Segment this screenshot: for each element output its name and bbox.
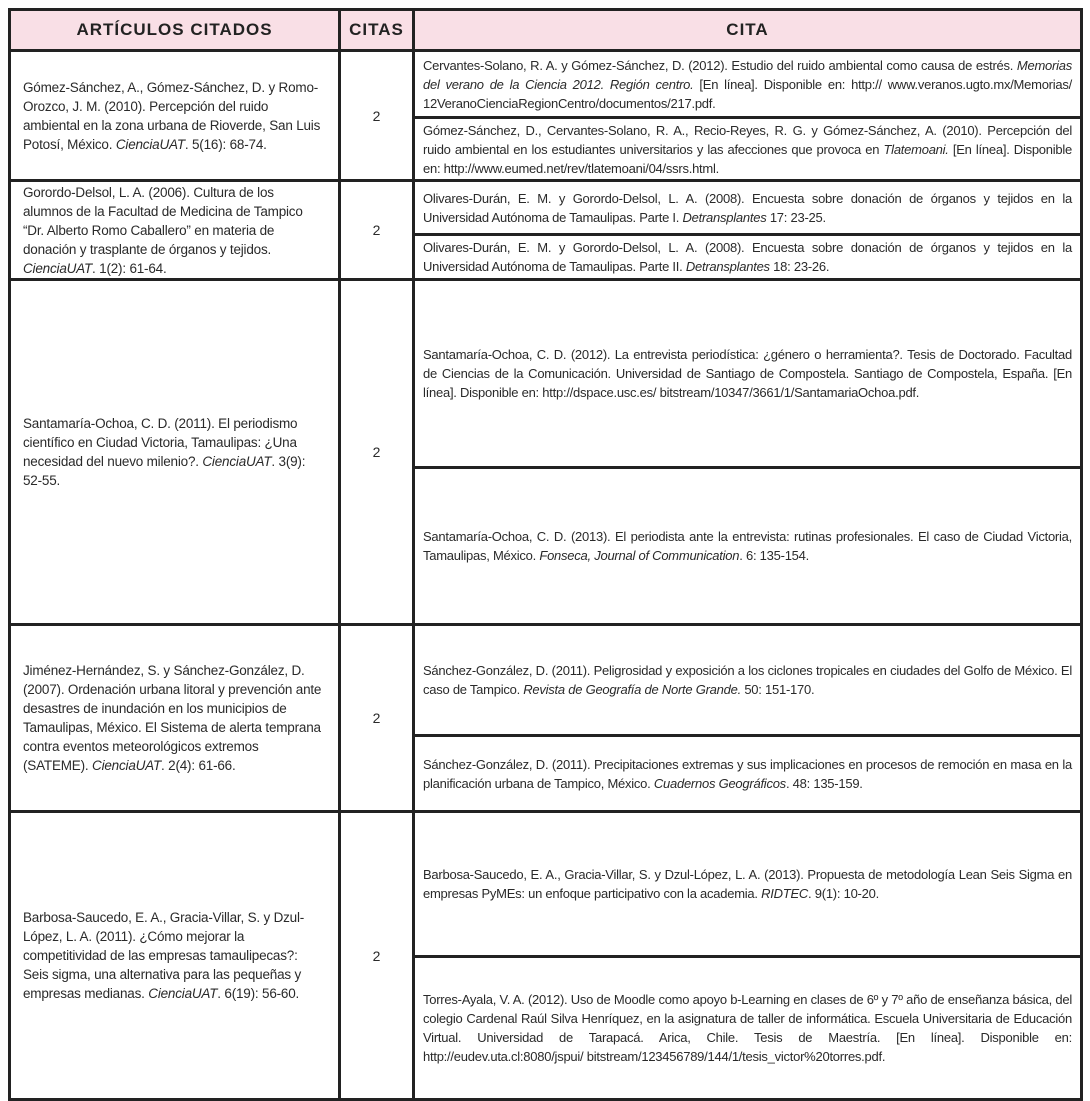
table-row (11, 179, 1080, 278)
header-count: CITAS (338, 11, 412, 49)
ref-journal: CienciaUAT (148, 986, 218, 1001)
ref-text-end: . 1(2): 61-64. (92, 260, 167, 276)
citations-column (412, 182, 1080, 278)
header-articles: ARTÍCULOS CITADOS (76, 20, 273, 39)
citation-cell (415, 182, 1080, 233)
citations-column (412, 52, 1080, 179)
ref-text: Torres-Ayala, V. A. (2012). Uso de Moodle como apoyo b-Learning en clases de 6º y 7º año de enseñanza básica, del colegio Cardenal Raúl Silva Henríquez, en la asignatura de taller de informática. Escuela Universitaria de Educación Virtual. Universidad de Tarapacá. Arica, Chile. Tesis de Maestría. [En línea]. Disponible en: http://eudev.uta.cl:8080/jspui/ bitstream/123456789/144/1/tesis_victor%20torres.pdf. (423, 992, 1072, 1064)
citation-count: 2 (338, 182, 412, 278)
ref-text: Santamaría-Ochoa, C. D. (2011). El periodismo científico en Ciudad Victoria, Tamaulipas: ¿Una necesidad del nuevo milenio?. (23, 416, 298, 469)
citation-cell (415, 52, 1080, 116)
citation-cell (415, 466, 1080, 623)
ref-journal: Detransplantes (685, 259, 770, 274)
table-header (11, 11, 1080, 49)
ref-text: Jiménez-Hernández, S. y Sánchez-González, D. (2007). Ordenación urbana litoral y prevención ante desastres de inundación en los municipios de Tamaulipas, México. El Sistema de alerta temprana contra eventos meteorológicos extremos (SATEME). (23, 663, 322, 773)
citations-column (412, 626, 1080, 810)
table-row (11, 810, 1080, 1098)
citation-cell (415, 281, 1080, 466)
ref-text: Cervantes-Solano, R. A. y Gómez-Sánchez, D. (2012). Estudio del ruido ambiental como causa de estrés. (423, 57, 1017, 73)
ref-journal: Cuadernos Geográficos (653, 775, 786, 791)
citation-cell (415, 626, 1080, 734)
citation-cell (415, 116, 1080, 179)
ref-text-end: . 3(9): 52-55. (23, 454, 306, 488)
citation-count: 2 (338, 281, 412, 623)
ref-journal: Tlatemoani. (883, 141, 949, 157)
ref-text: Sánchez-González, D. (2011). Precipitaciones extremas y sus implicaciones en procesos de remoción en masa en la planificación urbana de Tampico, México. (423, 756, 1072, 791)
citation-count: 2 (338, 52, 412, 179)
ref-journal: CienciaUAT (115, 136, 185, 152)
ref-text-end: . 6: 135-154. (739, 548, 809, 563)
ref-text-end: 50: 151-170. (740, 682, 815, 697)
cited-article-cell (11, 626, 338, 810)
citation-cell (415, 813, 1080, 955)
ref-text: Gómez-Sánchez, A., Gómez-Sánchez, D. y Romo-Orozco, J. M. (2010). Percepción del ruido ambiental en la zona urbana de Rioverde, San Luis Potosí, México. (23, 79, 321, 152)
ref-text: Barbosa-Saucedo, E. A., Gracia-Villar, S. y Dzul-López, L. A. (2011). ¿Cómo mejorar la competitividad de las empresas tamaulipecas?: Seis sigma, una alternativa para las pequeñas y empresas medianas. (23, 910, 305, 1001)
ref-text-end: . 5(16): 68-74. (184, 136, 267, 152)
table-row (11, 623, 1080, 810)
ref-journal: RIDTEC (761, 886, 809, 901)
table-row (11, 278, 1080, 623)
ref-text-end: 18: 23-26. (769, 259, 830, 274)
ref-text: Santamaría-Ochoa, C. D. (2013). El periodista ante la entrevista: rutinas profesionales. El caso de Ciudad Victoria, Tamaulipas, México. (423, 529, 1072, 563)
ref-text: Gómez-Sánchez, D., Cervantes-Solano, R. A., Recio-Reyes, R. G. y Gómez-Sánchez, A. (2010). Percepción del ruido ambiental en los estudiantes universitarios y las afecciones que provoca en (423, 122, 1072, 157)
cited-article-cell (11, 813, 338, 1098)
citations-column (412, 281, 1080, 623)
cited-article-cell (11, 281, 338, 623)
ref-text: Barbosa-Saucedo, E. A., Gracia-Villar, S. y Dzul-López, L. A. (2013). Propuesta de metodología Lean Seis Sigma en empresas PyMEs: un enfoque participativo con la academia. (423, 867, 1072, 901)
ref-journal: Detransplantes (682, 209, 767, 225)
ref-text-end: 17: 23-25. (766, 209, 826, 225)
citation-cell (415, 955, 1080, 1098)
ref-text-end: . 9(1): 10-20. (808, 886, 879, 901)
ref-text-end: . 6(19): 56-60. (217, 986, 300, 1001)
citation-count: 2 (338, 626, 412, 810)
ref-text-end: [En línea]. Disponible en: http:// www.veranos.ugto.mx/Memorias/ 12VeranoCienciaRegionCentro/documentos/217.pdf. (423, 76, 1072, 111)
cited-article-cell (11, 182, 338, 278)
ref-text-end: . 48: 135-159. (785, 775, 863, 791)
ref-text-end: [En línea]. Disponible en: http://www.eumed.net/rev/tlatemoani/04/ssrs.html. (423, 141, 1073, 176)
header-citation: CITA (412, 11, 1080, 49)
citation-count: 2 (338, 813, 412, 1098)
ref-journal: CienciaUAT (92, 758, 162, 773)
ref-journal: CienciaUAT (202, 454, 272, 469)
ref-text: Sánchez-González, D. (2011). Peligrosidad y exposición a los ciclones tropicales en ciudades del Golfo de México. El caso de Tampico. (423, 663, 1072, 697)
citations-column (412, 813, 1080, 1098)
ref-text: Olivares-Durán, E. M. y Gorordo-Delsol, L. A. (2008). Encuesta sobre donación de órganos y tejidos en la Universidad Autónoma de Tamaulipas. Parte II. (423, 240, 1072, 274)
ref-journal: Fonseca, Journal of Communication (539, 548, 740, 563)
table-row (11, 49, 1080, 179)
ref-journal: CienciaUAT (23, 260, 93, 276)
citations-table (8, 8, 1083, 1101)
cited-article-cell (11, 52, 338, 179)
ref-journal: Revista de Geografía de Norte Grande. (523, 682, 741, 697)
ref-text: Gorordo-Delsol, L. A. (2006). Cultura de los alumnos de la Facultad de Medicina de Tampico “Dr. Alberto Romo Caballero” en materia de donación y trasplante de órganos y tejidos. (23, 184, 303, 257)
ref-text: Santamaría-Ochoa, C. D. (2012). La entrevista periodística: ¿género o herramienta?. Tesis de Doctorado. Facultad de Ciencias de la Comunicación. Universidad de Santiago de Compostela. Santiago de Compostela, España. [En línea]. Disponible en: http://dspace.usc.es/ bitstream/10347/3661/1/SantamariaOchoa.pdf. (423, 347, 1072, 400)
ref-text-end: . 2(4): 61-66. (161, 758, 236, 773)
citation-cell (415, 734, 1080, 810)
ref-text: Olivares-Durán, E. M. y Gorordo-Delsol, L. A. (2008). Encuesta sobre donación de órganos y tejidos en la Universidad Autónoma de Tamaulipas. Parte I. (423, 190, 1072, 225)
citation-cell (415, 233, 1080, 278)
ref-journal: Memorias del verano de la Ciencia 2012. Región centro. (423, 57, 1072, 92)
